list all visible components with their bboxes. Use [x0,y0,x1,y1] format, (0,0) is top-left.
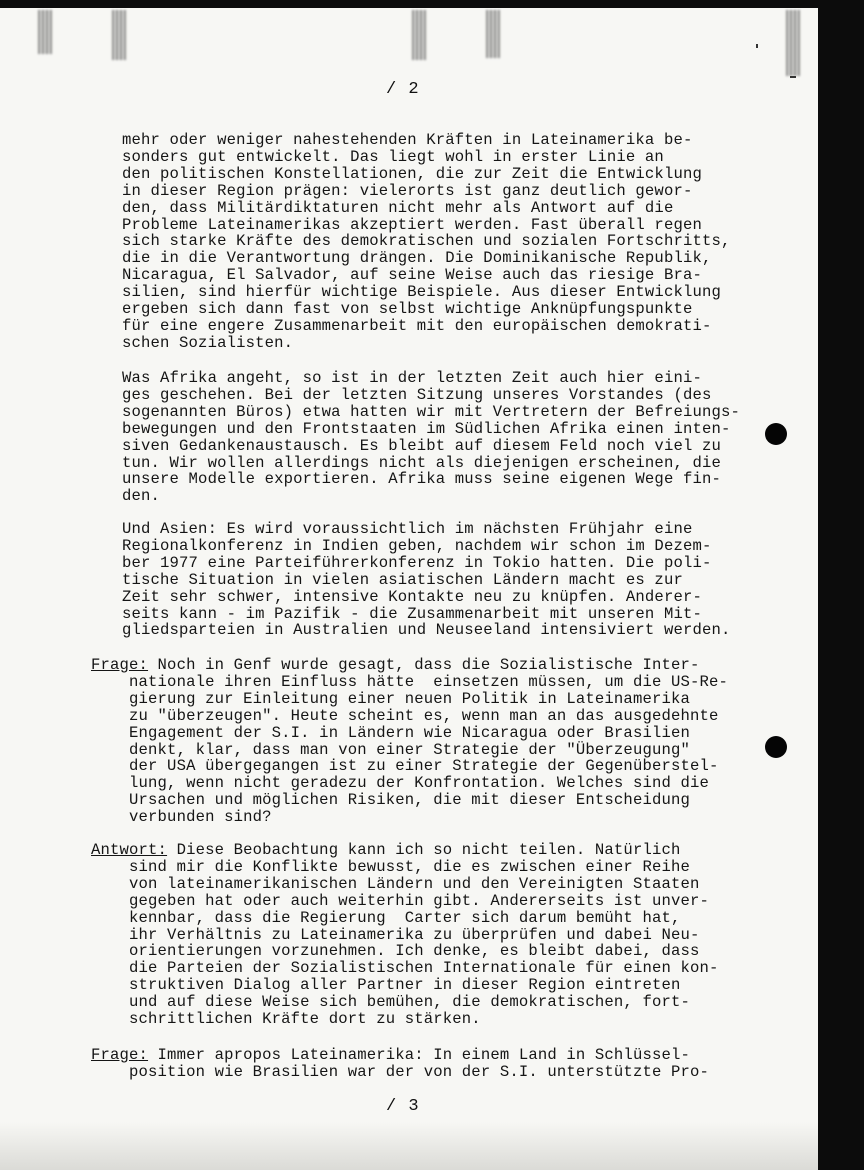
scan-smudge [412,10,426,60]
punch-hole [765,736,787,758]
scan-speck [756,44,758,48]
scan-border-right [818,0,864,1170]
scan-smudge [786,10,800,76]
body-paragraph: mehr oder weniger nahestehenden Kräften in Lateinamerika be- sonders gut entwickelt. Das liegt wohl in erster Linie an den politischen Konstellationen, die zur Zeit die Entwicklung in dieser Region prägen: vielerorts ist ganz deutlich gewor- den, dass Militärdiktaturen nicht mehr als Antwort auf die Probleme Lateinamerikas akzeptiert werden. Fast überall regen sich starke Kräfte des demokratischen und sozialen Fortschritts, die in die Verantwortung drängen. Die Dominikanische Republik, Nicaragua, El Salvador, auf seine Weise auch das riesige Bra- silien, sind hierfür wichtige Beispiele. Aus dieser Entwicklung ergeben sich dann fast von selbst wichtige Anknüpfungspunkte für eine engere Zusammenarbeit mit den europäischen demokrati- schen Sozialisten. [122,131,731,352]
body-paragraph: Was Afrika angeht, so ist in der letzten Zeit auch hier eini- ges geschehen. Bei der letzten Sitzung unseres Vorstandes (des sogenannten Büros) etwa hatten wir mit Vertretern der Befreiungs- bewegungen und den Frontstaaten im Südlichen Afrika einen inten- siven Gedankenaustausch. Es bleibt auf diesem Feld noch viel zu tun. Wir wollen allerdings nicht als diejenigen erscheinen, die unsere Modelle exportieren. Afrika muss seine eigenen Wege fin- den. [122,369,741,506]
answer-text: sind mir die Konflikte bewusst, die es zwischen einer Reihe von lateinamerikanischen Ländern und den Vereinigten Staaten gegeben hat oder auch weiterhin gibt. Andererseits ist unver- kennbar, dass die Regierung Carter sich darum bemüht hat, ihr Verhältnis zu Lateinamerika zu überprüfen und dabei Neu- orientierungen vorzunehmen. Ich denke, es bleibt dabei, dass die Parteien der Sozialistischen Internationale für einen kon- struktiven Dialog aller Partner in dieser Region eintreten und auf diese Weise sich bemühen, die demokratischen, fort- schrittlichen Kräfte dort zu stärken. [129,857,719,1029]
question-text: position wie Brasilien war der von der S.I. unterstützte Pro- [91,1062,710,1081]
scan-smudge [112,10,126,60]
answer-text-first-line: Diese Beobachtung kann ich so nicht teilen. Natürlich [167,841,681,859]
answer-block [91,842,719,1028]
scan-smudge [38,10,52,54]
page-marker-top: / 2 [386,80,420,99]
question-label: Frage: [91,656,149,674]
scan-border-top [0,0,864,8]
scan-noise [0,1122,818,1170]
question-text-first-line: Immer apropos Lateinamerika: In einem Land in Schlüssel- [148,1046,690,1064]
page-marker-bottom: / 3 [386,1097,420,1116]
scan-smudge [486,10,500,58]
question-text-first-line: Noch in Genf wurde gesagt, dass die Sozialistische Inter- [148,656,700,674]
punch-hole [765,423,787,445]
scan-speck [790,76,796,78]
question-label: Frage: [91,1046,149,1064]
body-paragraph: Und Asien: Es wird voraussichtlich im nächsten Frühjahr eine Regionalkonferenz in Indien geben, nachdem wir schon im Dezem- ber 1977 eine Parteiführerkonferenz in Tokio hatten. Die poli- tische Situation in vielen asiatischen Ländern macht es zur Zeit sehr schwer, intensive Kontakte neu zu knüpfen. Anderer- seits kann - im Pazifik - die Zusammenarbeit mit unseren Mit- gliedsparteien in Australien und Neuseeland intensiviert werden. [122,520,731,640]
question-block [91,1047,709,1081]
question-text: nationale ihren Einfluss hätte einsetzen müssen, um die US-Re- gierung zur Einleitung einer neuen Politik in Lateinamerika zu "überzeugen". Heute scheint es, wenn man an das ausgedehnte Engagement der S.I. in Ländern wie Nicaragua oder Brasilien denkt, klar, dass man von einer Strategie der "Überzeugung" der USA übergegangen ist zu einer Strategie der Gegenüberstel- lung, wenn nicht geradezu der Konfrontation. Welches sind die Ursachen und möglichen Risiken, die mit dieser Entscheidung verbunden sind? [129,672,729,827]
question-block [91,657,728,826]
answer-label: Antwort: [91,841,168,859]
